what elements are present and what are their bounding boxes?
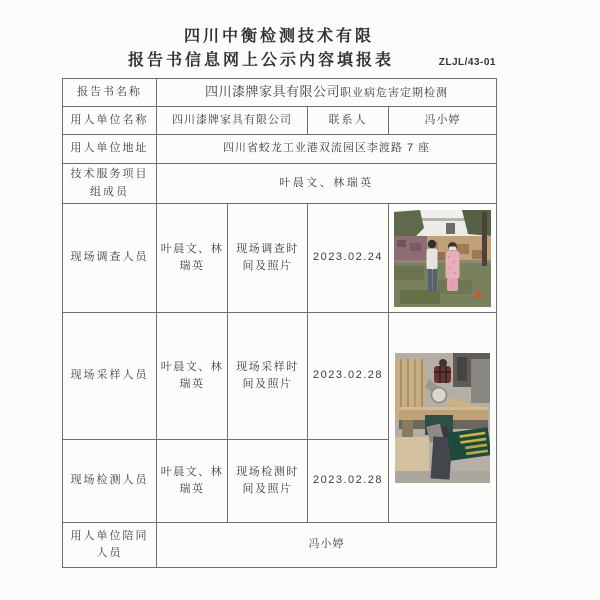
report-name-suffix: 职业病危害定期检测 — [340, 87, 449, 100]
sampling-date: 2023.02.28 — [308, 313, 389, 440]
page-title-line2: 报告书信息网上公示内容填报表 — [127, 52, 394, 69]
table-row — [63, 164, 497, 204]
escort-label: 用人单位陪同人员 — [63, 523, 157, 568]
testing-date: 2023.02.28 — [308, 440, 389, 523]
testing-staff: 叶晨文、林瑞英 — [157, 440, 228, 523]
employer-name-label: 用人单位名称 — [63, 107, 157, 135]
sampling-photo-cell — [389, 313, 497, 523]
testing-time-label: 现场检测时间及照片 — [228, 440, 308, 523]
survey-photo-image — [394, 210, 491, 307]
team-label: 技术服务项目组成员 — [63, 164, 157, 204]
survey-photo-cell — [389, 204, 497, 313]
page-title-line1: 四川中衡检测技术有限 — [183, 28, 374, 45]
survey-staff: 叶晨文、林瑞英 — [157, 204, 228, 313]
table-row — [63, 135, 497, 164]
report-name-label: 报告书名称 — [63, 79, 157, 107]
form-table — [62, 78, 497, 568]
report-name-company: 四川漆牌家具有限公司 — [205, 84, 341, 100]
survey-label: 现场调查人员 — [63, 204, 157, 313]
table-row — [63, 79, 497, 107]
contact-value: 冯小婷 — [389, 107, 497, 135]
report-name-value — [157, 79, 497, 107]
employer-name-value: 四川漆牌家具有限公司 — [157, 107, 308, 135]
table-row — [63, 523, 497, 568]
sampling-photo-image — [395, 353, 490, 483]
team-value: 叶晨文、林瑞英 — [157, 164, 497, 204]
survey-time-label: 现场调查时间及照片 — [228, 204, 308, 313]
contact-label: 联系人 — [308, 107, 389, 135]
sampling-label: 现场采样人员 — [63, 313, 157, 440]
table-row — [63, 107, 497, 135]
sampling-time-label: 现场采样时间及照片 — [228, 313, 308, 440]
sampling-staff: 叶晨文、林瑞英 — [157, 313, 228, 440]
table-row — [63, 204, 497, 313]
escort-value: 冯小婷 — [157, 523, 497, 568]
testing-label: 现场检测人员 — [63, 440, 157, 523]
table-row — [63, 313, 497, 440]
survey-date: 2023.02.24 — [308, 204, 389, 313]
employer-address-label: 用人单位地址 — [63, 135, 157, 164]
document-header — [62, 26, 496, 72]
employer-address-value: 四川省蛟龙工业港双流园区李渡路 7 座 — [157, 135, 497, 164]
doc-code: ZLJL/43-01 — [438, 57, 496, 68]
